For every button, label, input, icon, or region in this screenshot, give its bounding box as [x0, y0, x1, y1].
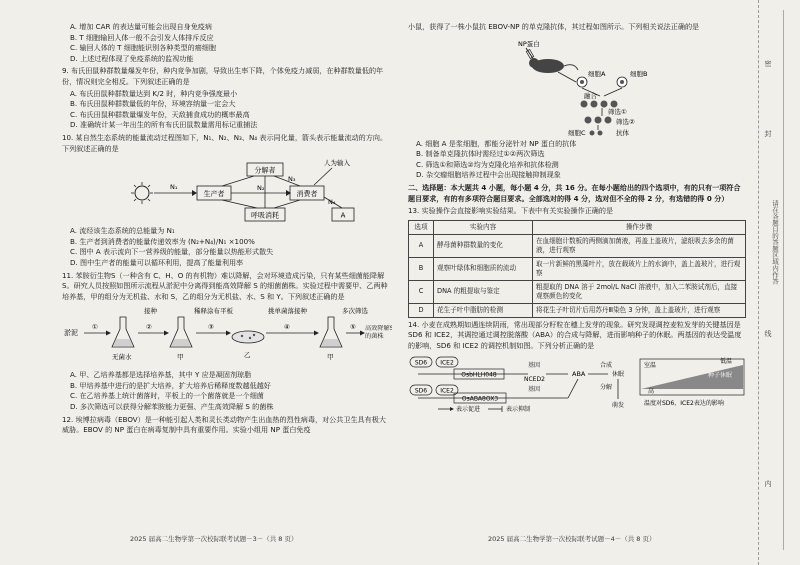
q9-option-d: D. 准确统计某一年出生的所有布氏田鼠数量需用标记重捕法: [70, 120, 258, 130]
inhibit-legend: 表示抑制: [506, 405, 531, 413]
q10-option-a: A. 流经该生态系统的总能量为 N₁: [70, 226, 175, 236]
margin-label: 密: [764, 60, 772, 67]
synth-label: 合成: [600, 361, 613, 369]
table-header-row: [409, 220, 746, 234]
table-cell: 粗提取的 DNA 溶于 2mol/L NaCl 溶液中，加入二苯胺试剂后，直接观察颜色的变化: [533, 280, 746, 303]
label-n2: N₂: [257, 184, 265, 193]
temp-caption: 温度对SD6、ICE2表达的影响: [644, 399, 724, 407]
q9-option-b: B. 布氏田鼠种群数量低的年份，环境容纳量一定会大: [70, 99, 236, 109]
sludge-label: 淤泥: [64, 329, 78, 338]
q8-option-d: D. 上述过程体现了免疫系统的监视功能: [70, 53, 194, 63]
fuse-label: 融合: [584, 91, 597, 100]
cell-c-label: 细胞C: [568, 128, 586, 136]
q12-option-a: A. 细胞 A 是浆细胞，都能分泌针对 NP 蛋白的抗体: [416, 138, 577, 148]
step-1: ①: [92, 323, 98, 332]
multi-culture-label: 多次筛选: [342, 307, 368, 316]
aba-regulation-svg: [408, 355, 746, 413]
q9-stem: 9. 布氏田鼠种群数量爆发年份，种内竞争加剧，导致出生率下降，个体免疫力减弱，在种群数量低的年份，情况则完全相反。下列叙述正确的是: [62, 66, 384, 86]
table-row: [409, 234, 746, 257]
table-cell: B: [409, 257, 434, 280]
q12-option-b: B. 制备单克隆抗体时需经过①②两次筛选: [416, 149, 545, 159]
margin-dashed-line: [783, 10, 784, 550]
table-header-steps: 操作步骤: [533, 220, 746, 234]
label-n3: N₃: [288, 175, 296, 184]
flask-medium-c: [320, 317, 342, 347]
inoculate-label: 接种: [144, 307, 157, 316]
q10-option-d: D. 图中生产者的能量可以循环利用，提高了能量利用率: [70, 257, 244, 267]
q8-option-c: C. 输回人体的 T 细胞能识别各种类型的癌细胞: [70, 43, 216, 53]
room-temp-label: 室温: [644, 361, 657, 369]
aba-label: ABA: [572, 369, 586, 378]
q13-stem: 13. 实验操作会直接影响实验结果。下表中有关实验操作正确的是: [408, 206, 614, 216]
q11-option-b: B. 甲培养基中进行的是扩大培养，扩大培养后稀释度数越低越好: [70, 380, 271, 390]
table-cell: 在血细胞计数板的两侧滴加菌液，再盖上盖玻片，滤纸吸去多余的菌液，进行观察: [533, 234, 746, 257]
margin-label: 内: [764, 480, 772, 487]
q14-stem: 14. 小麦在成熟期如遇连续阴雨，常出现部分籽粒在穗上发芽的现象。研究发现调控麦粒发芽的关键基因是 SD6 和 ICE2，其调控通过调控脱落酸（ABA）的合成与降解，进而影响种子的休眠。两基因的表达受温度的影响，SD6 和 ICE2 的调控机制如图。下列分析正确的是: [408, 319, 742, 350]
binding-margin: [758, 0, 800, 565]
q9-option-c: C. 布氏田鼠种群数量爆发年份，天敌捕食成功的概率最高: [70, 109, 250, 119]
flask-sterile-water: [112, 317, 134, 347]
np-protein-label: NP蛋白: [518, 39, 540, 48]
section-2-heading: 二、选择题：本大题共 4 小题，每小题 4 分，共 16 分。在每小题给出的四个选项中，有的只有一项符合题目要求，有的有多项符合题目要求。全部选对的得 4 分，选对但不全的得 2 分，有选错的得 0 分）: [408, 182, 741, 203]
low-temp-label: 低温: [720, 357, 733, 365]
producer-box: 生产者: [203, 190, 225, 199]
step-4: ④: [284, 323, 290, 332]
energy-flow-diagram: [62, 157, 392, 223]
ice2-bottom: ICE2: [440, 387, 454, 395]
sun-icon: [131, 182, 153, 204]
isolation-flow-svg: [62, 305, 392, 367]
table-header-content: 实验内容: [434, 220, 533, 234]
pick-label: 挑单菌落接种: [268, 307, 307, 316]
q10-option-c: C. 图中 A 表示流向下一营养级的能量，部分能量以热能形式散失: [70, 247, 274, 257]
screen-1-label: 筛选①: [608, 107, 627, 116]
ice2-top: ICE2: [440, 359, 454, 367]
q10-option-b: B. 生产者到消费者的能量传递效率为 (N₂+N₄)/N₁ ×100%: [70, 236, 255, 246]
table-row: [409, 303, 746, 317]
table-cell: DNA 的粗提取与鉴定: [434, 280, 533, 303]
q8-option-a: A. 增加 CAR 的表达量可能会出现自身免疫病: [70, 22, 212, 31]
medium-a-label: 甲: [177, 353, 184, 362]
ncd2-label: NCED2: [524, 375, 545, 383]
margin-side-text: 请在各题目的答题区域内作答: [771, 200, 779, 285]
cell-c-row: [590, 130, 603, 135]
label-n1: N₁: [170, 183, 178, 192]
energy-flow-svg: [62, 157, 392, 223]
selected-cells-row: [585, 116, 612, 123]
q9-option-a: A. 布氏田鼠种群数量达到 K/2 时，种内竞争强度最小: [70, 88, 238, 98]
aba-regulation-diagram: [408, 355, 746, 413]
q8-option-b: B. T 细胞输回人体一般不会引发人体排斥反应: [70, 32, 214, 42]
screen-2-label: 筛选②: [616, 117, 635, 126]
table-cell: C: [409, 280, 434, 303]
left-column: [62, 22, 392, 437]
result-label: 高效降解S的菌株: [365, 325, 392, 340]
cell-b-label: 细胞B: [630, 69, 648, 78]
table-cell: 将花生子叶切片后用苏丹Ⅲ染色 3 分钟，盖上盖玻片，进行观察: [533, 303, 746, 317]
margin-label: 线: [764, 330, 772, 337]
right-column: [408, 22, 746, 416]
table-row: [409, 280, 746, 303]
table-cell: A: [409, 234, 434, 257]
seed-dormancy-label: 种子休眠: [708, 371, 733, 379]
human-input-label: 人为输入: [324, 159, 350, 168]
monoclonal-diagram: [408, 36, 746, 136]
q11-option-c: C. 在乙培养基上统计菌落时，平板上的一个菌落就是一个细菌: [70, 391, 264, 401]
isolation-flow-diagram: [62, 305, 392, 367]
table-cell: 取一片新鲜的黑藻叶片，放在载玻片上的水滴中，盖上盖玻片，进行观察: [533, 257, 746, 280]
gene-label-2: 基因: [528, 385, 541, 393]
experiment-table: [408, 220, 746, 318]
q11-stem: 11. 苯胺衍生物S（一种含有 C、H、O 的有机物）难以降解，会对环境造成污染，只有某些细菌能降解 S。研究人员按照如图所示流程从淤泥中分离得到能高效降解 S 的细菌菌株。实验过程中需要甲、乙两种培养基，甲的组分为无机盐、水和 S，乙的组分为无机盐、水、S 和 Y。下列叙述正确的是: [62, 270, 388, 301]
high-label: 高: [648, 387, 655, 395]
a-box: A: [340, 211, 346, 220]
q11-option-a: A. 甲、乙培养基都是选择培养基，其中 Y 应是凝固剂琼脂: [70, 370, 252, 380]
q12-option-d: D. 杂交瘤细胞培养过程中会出现接触抑制现象: [416, 170, 561, 180]
degrade-label: 分解: [600, 383, 613, 391]
germ-label: 萌发: [612, 401, 625, 409]
dormancy-label: 休眠: [612, 370, 625, 378]
gene-label-1: 基因: [528, 361, 541, 369]
margin-label: 封: [764, 130, 772, 137]
decomposer-box: 分解者: [254, 166, 276, 175]
sd6-top: SD6: [414, 359, 428, 367]
flask-medium-a: [170, 317, 192, 347]
temperature-panel: [640, 357, 744, 395]
medium-c-label: 甲: [327, 353, 334, 362]
q11-option-d: D. 多次筛选可以获得分解苯胺能力更强、产生高效降解 S 的菌株: [70, 402, 274, 412]
step-2: ②: [146, 323, 152, 332]
plate-medium-b: [232, 331, 264, 343]
gene-osaba8ox3: OsABA8OX3: [461, 395, 499, 403]
respiration-box: 呼吸消耗: [251, 211, 279, 220]
monoclonal-svg: [408, 36, 746, 136]
page-footer-left: 2025 届高二生物学第一次校际联考试题－3－（共 8 页）: [130, 535, 298, 543]
label-n4: N₄: [328, 198, 336, 207]
table-cell: 酵母菌种群数量的变化: [434, 234, 533, 257]
gene-osbhlh048: OsbHLH048: [461, 371, 497, 379]
fused-cells-row: [581, 100, 618, 107]
table-cell: D: [409, 303, 434, 317]
mouse-icon: [529, 58, 578, 73]
table-cell: 观察叶绿体和细胞质的流动: [434, 257, 533, 280]
table-cell: 花生子叶中脂肪的检测: [434, 303, 533, 317]
q10-stem: 10. 某自然生态系统的能量流动过程图如下，N₁、N₂、N₃、N₄ 表示同化量，箭头表示能量流动的方向。下列叙述正确的是: [62, 132, 388, 153]
sd6-bottom: SD6: [414, 387, 428, 395]
q12-stem: 12. 埃博拉病毒（EBOV）是一种能引起人类和灵长类动物产生出血热的烈性病毒，对公共卫生具有极大威胁。EBOV 的 NP 蛋白在病毒复制中具有重要作用。实验小组用 NP 蛋白免疫: [62, 414, 386, 435]
consumer-box: 消费者: [296, 190, 318, 199]
table-header-option: 选项: [409, 220, 434, 234]
cell-a-label: 细胞A: [588, 69, 606, 78]
sterile-water-label: 无菌水: [112, 353, 132, 362]
q12-continuation: 小鼠，获得了一株小鼠抗 EBOV-NP 的单克隆抗体，其过程如图所示。下列相关说法正确的是: [408, 22, 700, 31]
q12-option-c: C. 筛选①和筛选②均为克隆化培养和抗体检测: [416, 159, 559, 169]
antibody-label: 抗体: [616, 128, 629, 136]
table-row: [409, 257, 746, 280]
spread-label: 稀释涂布平板: [194, 307, 233, 316]
step-3: ③: [208, 323, 214, 332]
promote-legend: 表示促进: [456, 405, 481, 413]
page-footer-right: 2025 届高二生物学第一次校际联考试题－4－（共 8 页）: [488, 535, 656, 543]
step-5: ⑤: [350, 323, 356, 332]
medium-b-label: 乙: [244, 351, 251, 360]
